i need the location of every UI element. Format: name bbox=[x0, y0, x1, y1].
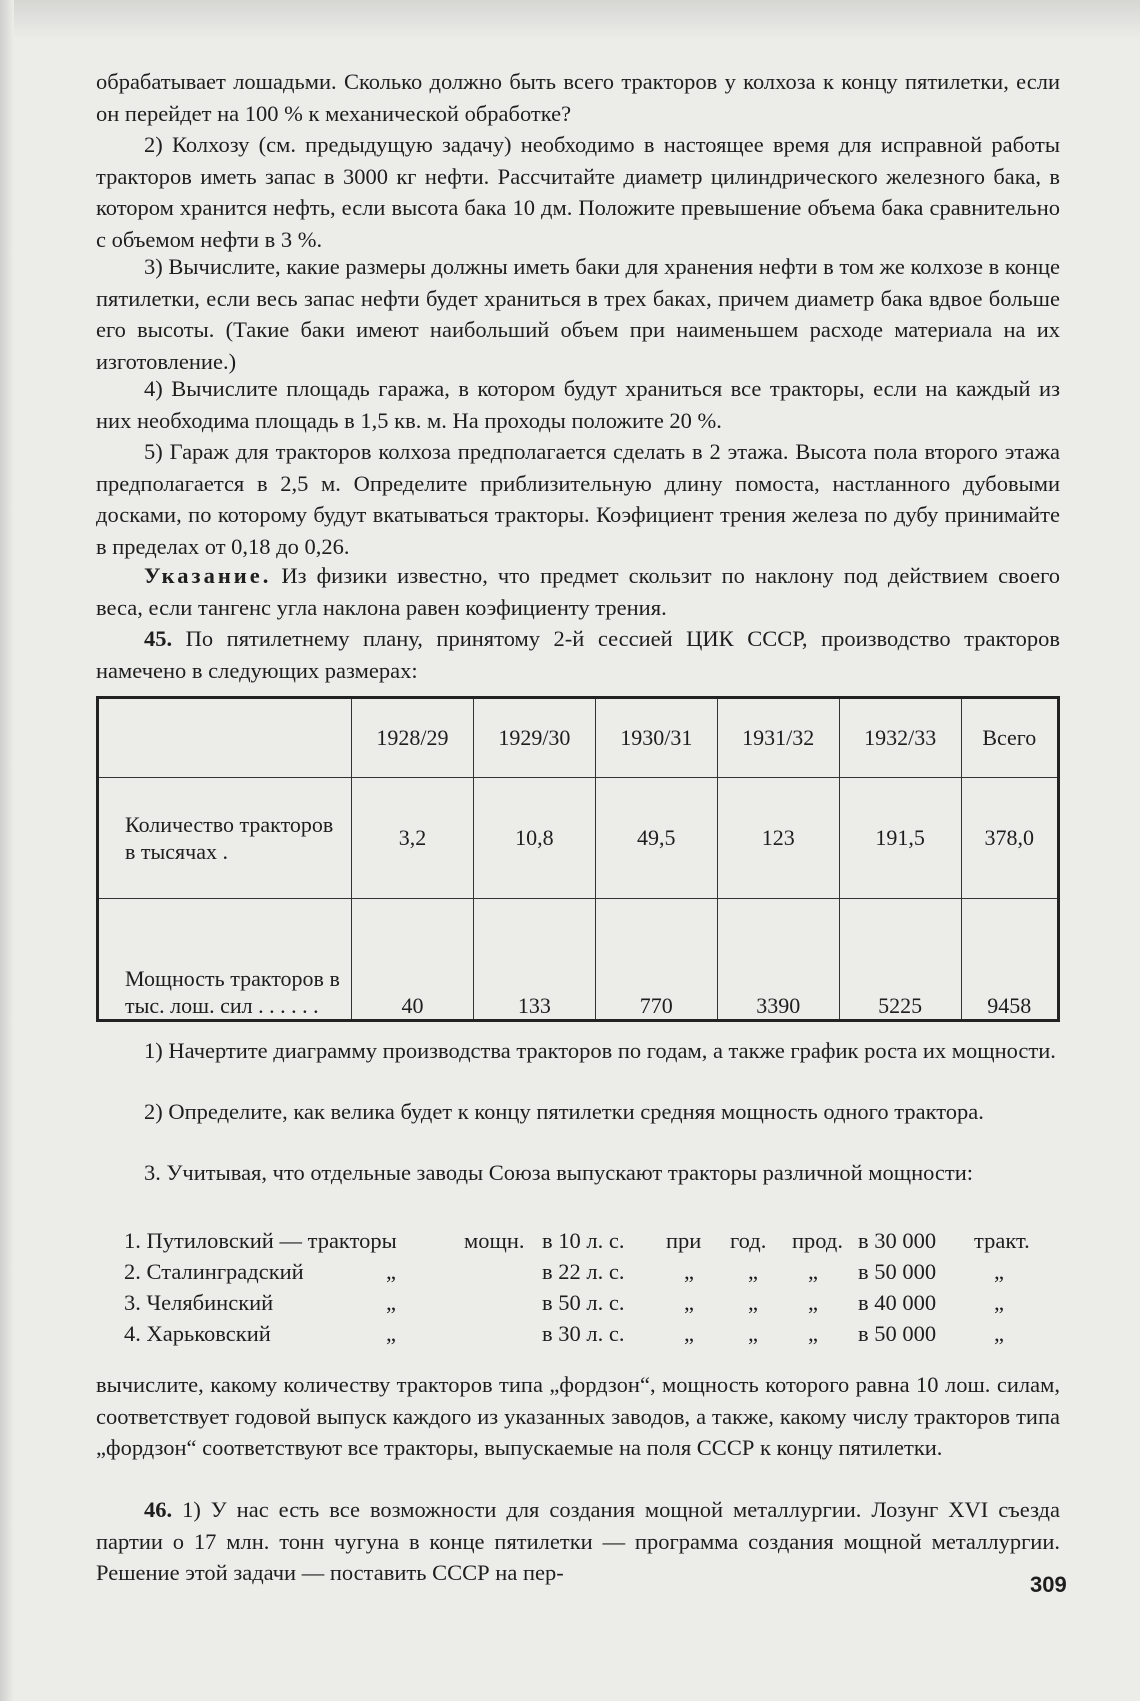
page-number: 309 bbox=[1030, 1572, 1067, 1597]
factory-unit: „ bbox=[994, 1259, 1004, 1284]
factory-c: „ bbox=[748, 1321, 758, 1346]
factory-d: „ bbox=[808, 1290, 818, 1315]
factory-row bbox=[124, 1228, 1064, 1259]
factory-count: в 50 000 bbox=[858, 1321, 937, 1346]
hint-text: Из физики известно, что предмет скользит по наклону под действием своего веса, если тангенс угла наклона равен коэфициенту трения. bbox=[96, 563, 1060, 620]
question-2: 2) Определите, как велика будет к концу пятилетки средняя мощность одного трактора. bbox=[144, 1099, 984, 1124]
table-cell: 5225 bbox=[839, 899, 961, 1021]
table-row bbox=[98, 778, 1059, 899]
factory-power: в 30 л. с. bbox=[542, 1321, 625, 1346]
table-cell: 191,5 bbox=[839, 778, 961, 899]
factory-b: при bbox=[666, 1228, 702, 1253]
table-cell: 133 bbox=[473, 899, 595, 1021]
factory-c: „ bbox=[748, 1259, 758, 1284]
problem-4: 4) Вычислите площадь гаража, в котором будут храниться все тракторы, если на каждый из них необходима площадь в 1,5 кв. м. На проходы положите 20 %. bbox=[96, 376, 1060, 433]
factory-row bbox=[124, 1259, 1064, 1290]
table-cell: 40 bbox=[352, 899, 474, 1021]
problem-45-text: По пятилетнему плану, принятому 2-й сессией ЦИК СССР, производство тракторов намечено в следующих размерах: bbox=[96, 626, 1060, 683]
factory-power: в 22 л. с. bbox=[542, 1259, 625, 1284]
factory-name: 2. Сталинградский bbox=[124, 1259, 304, 1284]
problem-2: 2) Колхозу (см. предыдущую задачу) необходимо в настоящее время для исправной работы тракторов иметь запас в 3000 кг нефти. Рассчитайте диаметр цилиндрического железного бака, в котором хранится нефть, если высота бака 10 дм. Положите превышение объема бака сравнительно с объемом нефти в 3 %. bbox=[96, 132, 1060, 252]
table-cell: 10,8 bbox=[473, 778, 595, 899]
factory-a: „ bbox=[386, 1321, 396, 1346]
row-label-count: Количество тракторов в тысячах . bbox=[98, 778, 352, 899]
row-label-power: Мощность тракторов в тыс. лош. сил . . . . . . bbox=[98, 899, 352, 1021]
hint-label: Указание. bbox=[144, 563, 272, 588]
factory-name: 4. Харьковский bbox=[124, 1321, 271, 1346]
factory-a: „ bbox=[386, 1290, 396, 1315]
table-cell: 3,2 bbox=[352, 778, 474, 899]
question-3: 3. Учитывая, что отдельные заводы Союза выпускают тракторы различной мощности: bbox=[144, 1160, 974, 1185]
table-cell: 3390 bbox=[717, 899, 839, 1021]
factory-b: „ bbox=[684, 1259, 694, 1284]
factory-name: 3. Челябинский bbox=[124, 1290, 274, 1315]
table-header-cell: Всего bbox=[961, 698, 1058, 778]
problem-46 bbox=[96, 1494, 1060, 1589]
paragraph-continuation: обрабатывает лошадьми. Сколько должно быть всего тракторов у колхоза к концу пятилетки, если он перейдет на 100 % к механической обработке? bbox=[96, 69, 1060, 126]
factory-b: „ bbox=[684, 1321, 694, 1346]
question-1: 1) Начертите диаграмму производства тракторов по годам, а также график роста их мощности. bbox=[144, 1038, 1056, 1063]
problem-45 bbox=[96, 623, 1060, 686]
problem-3: 3) Вычислите, какие размеры должны иметь баки для хранения нефти в том же колхозе в конце пятилетки, если весь запас нефти будет храниться в трех баках, причем диаметр бака вдвое больше его высоты. (Такие баки имеют наибольший объем при наименьшем расходе материала на их изготовление.) bbox=[96, 254, 1060, 374]
table-cell: 49,5 bbox=[595, 778, 717, 899]
problem-5: 5) Гараж для тракторов колхоза предполагается сделать в 2 этажа. Высота пола второго этажа предполагается в 2,5 м. Определите приблизительную длину помоста, настланного дубовыми досками, по которому будут вкатываться тракторы. Коэфициент трения железа по дубу принимайте в пределах от 0,18 до 0,26. bbox=[96, 439, 1060, 559]
table-header-cell: 1932/33 bbox=[839, 698, 961, 778]
factory-a: „ bbox=[386, 1259, 396, 1284]
factory-unit: тракт. bbox=[974, 1228, 1030, 1253]
table-header-cell: 1931/32 bbox=[717, 698, 839, 778]
factory-b: „ bbox=[684, 1290, 694, 1315]
factory-unit: „ bbox=[994, 1290, 1004, 1315]
table-header-row bbox=[98, 698, 1059, 778]
factory-count: в 50 000 bbox=[858, 1259, 937, 1284]
paragraph-after-list: вычислите, какому количеству тракторов типа „фордзон“, мощность которого равна 10 лош. силам, соответствует годовой выпуск каждого из указанных заводов, а также, какому числу тракторов типа „фордзон“ соответствуют все тракторы, выпускаемые на поля СССР к концу пятилетки. bbox=[96, 1372, 1060, 1460]
factory-count: в 40 000 bbox=[858, 1290, 937, 1315]
factory-d: „ bbox=[808, 1259, 818, 1284]
factory-power: в 50 л. с. bbox=[542, 1290, 625, 1315]
factory-name: 1. Путиловский — тракторы bbox=[124, 1228, 397, 1253]
page-edge bbox=[0, 0, 14, 1701]
factory-c: год. bbox=[730, 1228, 767, 1253]
table-header-cell bbox=[98, 698, 352, 778]
problem-46-number: 46. bbox=[144, 1497, 173, 1522]
factory-row bbox=[124, 1290, 1064, 1321]
table-cell: 378,0 bbox=[961, 778, 1058, 899]
factory-c: „ bbox=[748, 1290, 758, 1315]
factory-row bbox=[124, 1321, 1064, 1352]
hint-paragraph bbox=[96, 560, 1060, 623]
scan-shadow bbox=[0, 0, 1140, 40]
table-header-cell: 1928/29 bbox=[352, 698, 474, 778]
table-cell: 770 bbox=[595, 899, 717, 1021]
factory-unit: „ bbox=[994, 1321, 1004, 1346]
table-header-cell: 1929/30 bbox=[473, 698, 595, 778]
table-row bbox=[98, 899, 1059, 1021]
factory-d: прод. bbox=[792, 1228, 843, 1253]
table-cell: 123 bbox=[717, 778, 839, 899]
factory-count: в 30 000 bbox=[858, 1228, 937, 1253]
table-cell: 9458 bbox=[961, 899, 1058, 1021]
problem-45-number: 45. bbox=[144, 626, 173, 651]
factory-a: мощн. bbox=[464, 1228, 525, 1253]
factory-power: в 10 л. с. bbox=[542, 1228, 625, 1253]
tractor-table bbox=[96, 696, 1060, 1022]
problem-46-text: 1) У нас есть все возможности для создания мощной металлургии. Лозунг XVI съезда партии о 17 млн. тонн чугуна в конце пятилетки — программа создания мощной металлургии. Решение этой задачи — поставить СССР на пер- bbox=[96, 1497, 1060, 1585]
factory-d: „ bbox=[808, 1321, 818, 1346]
table-header-cell: 1930/31 bbox=[595, 698, 717, 778]
